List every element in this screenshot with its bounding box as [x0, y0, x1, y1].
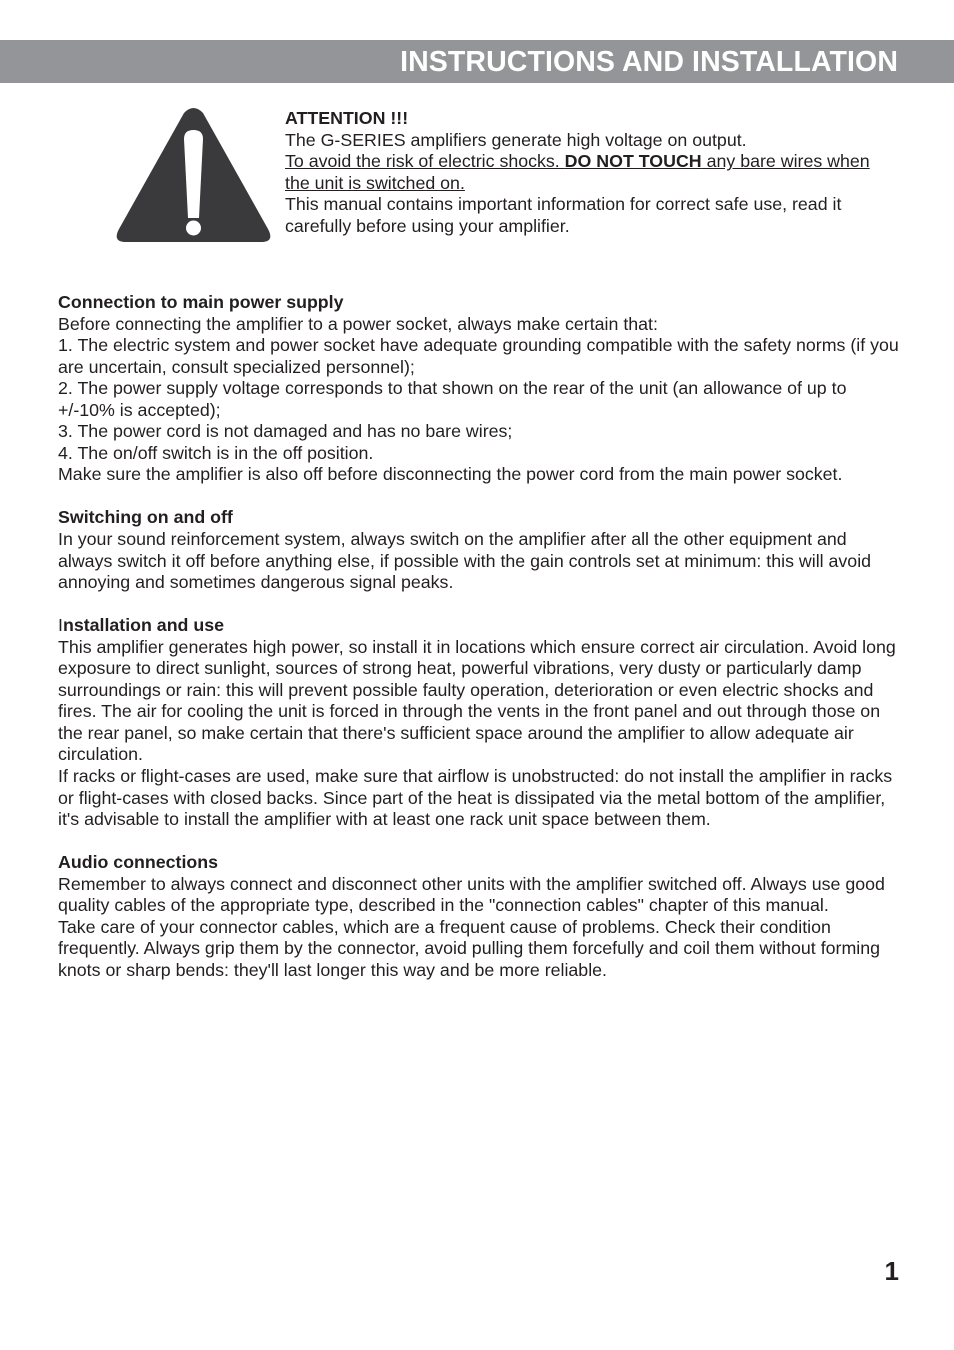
paragraph: Remember to always connect and disconnect other units with the amplifier switched off. Always use good quality cables of the appropriate type, described in the "connection cables" chapter of this manual.: [58, 873, 885, 916]
paragraph: Make sure the amplifier is also off before disconnecting the power cord from the main power socket.: [58, 464, 843, 485]
header-bar: [0, 40, 954, 83]
exclamation-dot: [186, 221, 201, 236]
section-title: [58, 615, 903, 637]
list-item: 4. The on/off switch is in the off position.: [58, 442, 374, 463]
section-title: Connection to main power supply: [58, 292, 344, 312]
section-switching: [58, 507, 903, 593]
high-voltage-warning: The G-SERIES amplifiers generate high voltage on output.: [285, 129, 747, 150]
section-title-rest: nstallation and use: [62, 615, 225, 636]
shock-warning-emphasis: DO NOT TOUCH: [564, 151, 702, 172]
page-number: 1: [884, 1256, 899, 1286]
section-installation: [58, 615, 903, 830]
attention-heading: ATTENTION !!!: [285, 108, 409, 128]
paragraph: This amplifier generates high power, so install it in locations which ensure correct air circulation. Avoid long exposure to direct sunlight, sources of strong heat, powerful vibrations, very dusty or particularly damp surroundings or rain: this will prevent possible faulty operation, deterioration or even electric shocks and fires. The air for cooling the unit is forced in through the vents in the front panel and out through those on the rear panel, so make certain that there's sufficient space around the amplifier to allow adequate air circulation.: [58, 636, 896, 765]
list-item: 3. The power cord is not damaged and has no bare wires;: [58, 421, 513, 442]
shock-warning: [285, 151, 885, 194]
section-power-supply: [58, 292, 903, 486]
shock-warning-suffix: any bare wires when the unit is switched on.: [285, 151, 870, 193]
page-title: INSTRUCTIONS AND INSTALLATION: [400, 46, 898, 78]
section-title-initial: I: [58, 615, 63, 636]
paragraph: Take care of your connector cables, which are a frequent cause of problems. Check their condition frequently. Always grip them by the connector, avoid pulling them forcefully and coil them without forming knots or sharp bends: they'll last longer this way and be more reliable.: [58, 916, 880, 980]
instructions-content: [58, 292, 903, 1003]
attention-notice: [285, 108, 885, 238]
manual-note: This manual contains important information for correct safe use, read it carefully before using your amplifier.: [285, 194, 842, 236]
shock-warning-prefix: To avoid the risk of electric shocks.: [285, 151, 565, 172]
paragraph: In your sound reinforcement system, always switch on the amplifier after all the other equipment and always switch it off before anything else, if possible with the gain controls set at minimum: this will avoid annoying and sometimes dangerous signal peaks.: [58, 529, 872, 593]
list-item: 2. The power supply voltage corresponds to that shown on the rear of the unit (an allowance of up to +/-10% is accepted);: [58, 378, 847, 420]
section-title: Switching on and off: [58, 507, 233, 528]
section-audio-connections: [58, 852, 903, 981]
warning-triangle-exclamation-icon: [115, 106, 272, 243]
list-item: 1. The electric system and power socket have adequate grounding compatible with the safety norms (if you are uncertain, consult specialized personnel);: [58, 335, 899, 377]
paragraph: Before connecting the amplifier to a power socket, always make certain that:: [58, 313, 658, 334]
paragraph: If racks or flight-cases are used, make sure that airflow is unobstructed: do not install the amplifier in racks or flight-cases with closed backs. Since part of the heat is dissipated via the metal bottom of the amplifier, it's advisable to install the amplifier with at least one rack unit space between them.: [58, 766, 893, 830]
section-title: Audio connections: [58, 852, 219, 873]
